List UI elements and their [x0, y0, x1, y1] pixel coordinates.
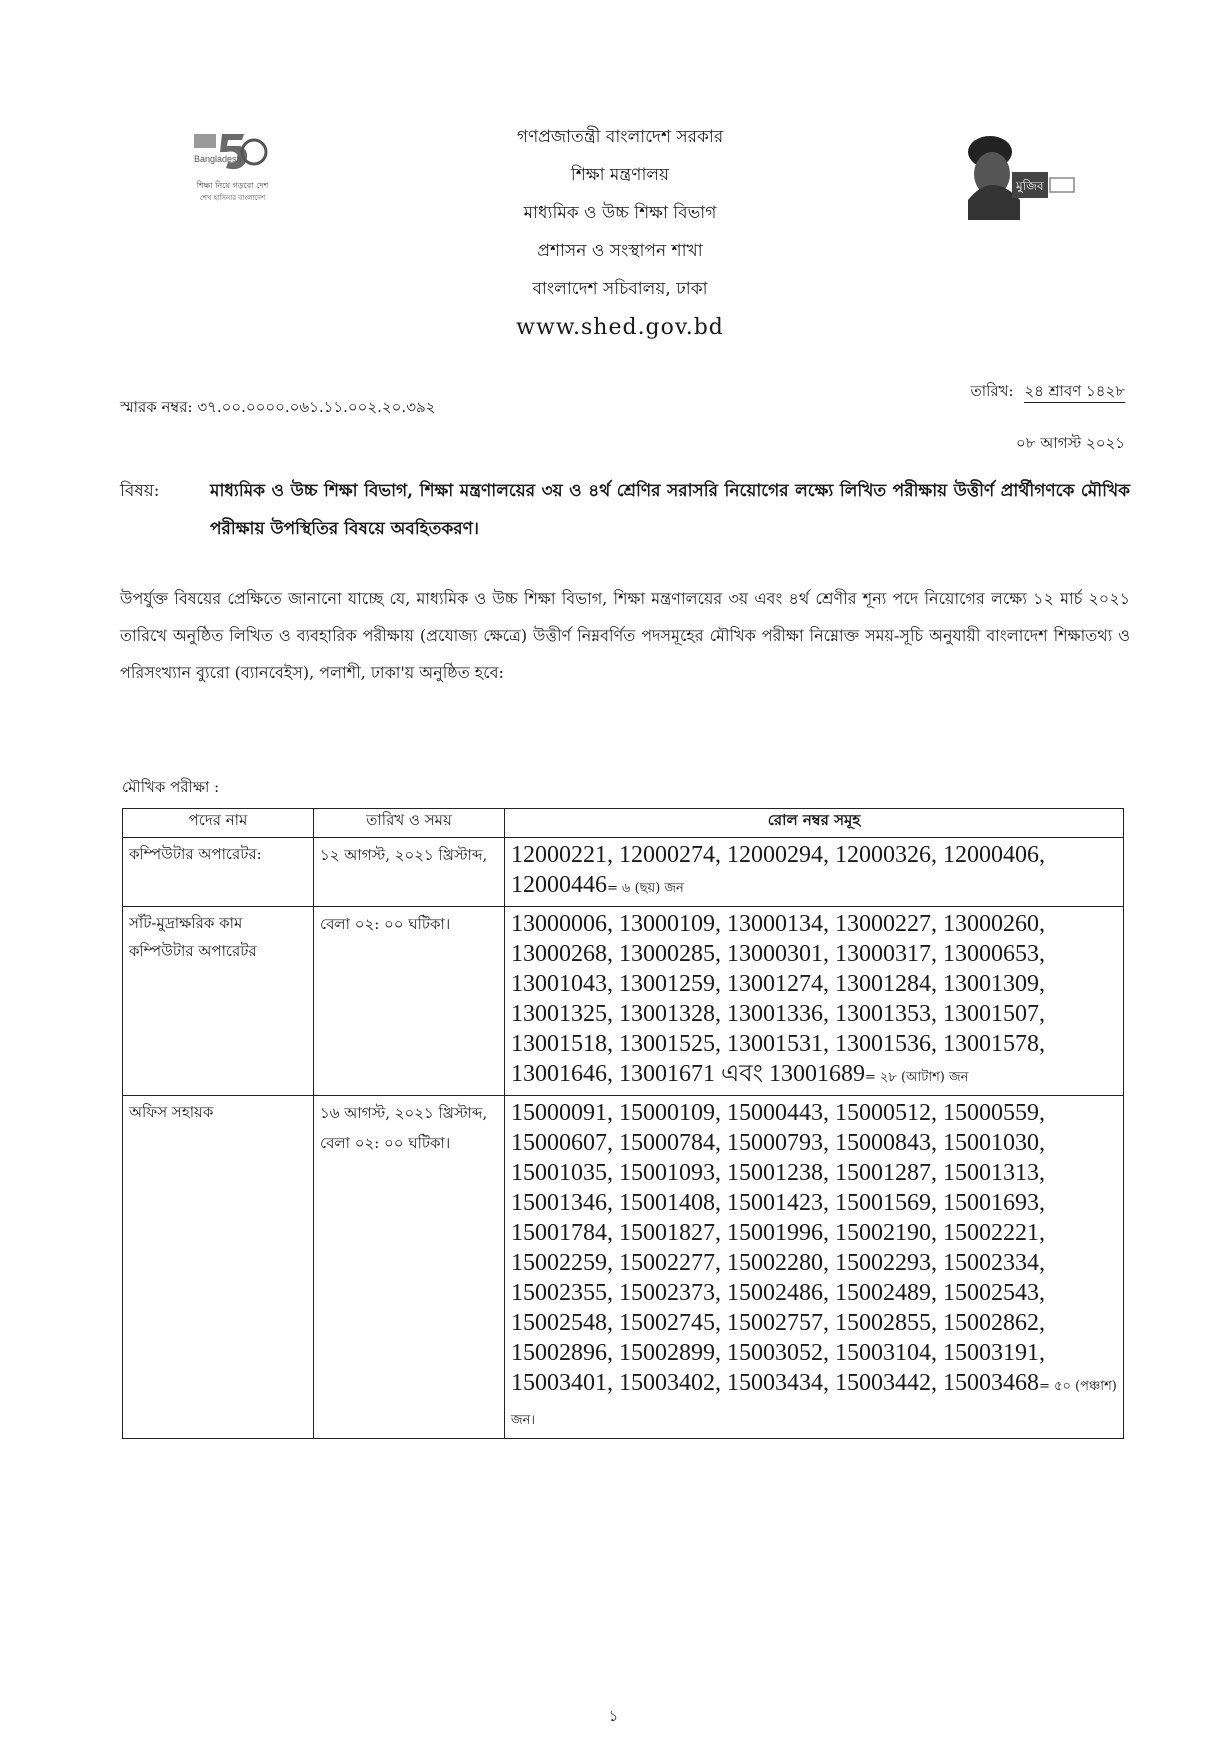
- roll-total: = ২৮ (আটাশ) জন: [864, 1070, 969, 1085]
- table-row: [123, 838, 1124, 907]
- organization-header: [420, 118, 820, 348]
- roll-list: 13000006, 13000109, 13000134, 13000227, 13000260, 13000268, 13000285, 13000301, 13000317, 13000653, 13001043, 13001259, 13001274, 13001284, 13001309, 13001325, 13001328, 13001336, 13001353, 13001507, 13001518, 13001525, 13001531, 13001536, 13001578, 13001646, 13001671 এবং 13001689: [511, 911, 1045, 1087]
- govt-logo-left: [180, 128, 285, 208]
- org-line-division: মাধ্যমিক ও উচ্চ শিক্ষা বিভাগ: [523, 203, 717, 223]
- org-line-address: বাংলাদেশ সচিবালয়, ঢাকা: [532, 279, 708, 299]
- post-name: কম্পিউটার অপারেটর:: [123, 838, 314, 907]
- roll-list: 12000221, 12000274, 12000294, 12000326, 12000406, 12000446: [511, 842, 1045, 898]
- roll-total: = ৬ (ছয়) জন: [607, 881, 684, 896]
- org-line-govt: গণপ্রজাতন্ত্রী বাংলাদেশ সরকার: [516, 127, 724, 147]
- post-name: সাঁট-মুদ্রাক্ষরিক কাম কম্পিউটার অপারেটর: [123, 907, 314, 1096]
- logo-caption-2: শেখ হাসিনার বাংলাদেশ: [199, 194, 266, 202]
- logo-caption-1: শিক্ষা নিয়ে গড়বো দেশ: [196, 181, 269, 190]
- date-english: ০৮ আগস্ট ২০২১: [1016, 434, 1125, 452]
- post-name: অফিস সহায়ক: [123, 1096, 314, 1439]
- org-website: www.shed.gov.bd: [516, 315, 724, 340]
- svg-text:মুজিব: মুজিব: [1016, 179, 1044, 193]
- org-line-branch: প্রশাসন ও সংস্থাপন শাখা: [537, 241, 703, 261]
- page-number: ১: [608, 1707, 619, 1725]
- org-line-ministry: শিক্ষা মন্ত্রণালয়: [570, 165, 670, 185]
- exam-date-time: ১৬ আগস্ট, ২০২১ খ্রিস্টাব্দ, বেলা ০২: ০০ ঘটিকা।: [314, 1096, 505, 1439]
- mujib-year-logo-icon: [950, 130, 1080, 220]
- table-header-row: [123, 809, 1124, 838]
- header-post: পদের নাম: [123, 809, 314, 838]
- table-row: [123, 1096, 1124, 1439]
- viva-label: মৌখিক পরীক্ষা :: [122, 778, 220, 796]
- roll-numbers: [505, 1096, 1124, 1439]
- viva-schedule-table: [122, 808, 1124, 1439]
- roll-numbers: [505, 838, 1124, 907]
- header-roll-numbers: রোল নম্বর সমূহ: [505, 809, 1124, 838]
- memo-number: স্মারক নম্বর: ৩৭.০০.০০০০.০৬১.১১.০০২.২০.৩৯২: [120, 398, 436, 416]
- date-bangla: ২৪ শ্রাবণ ১৪২৮: [1024, 382, 1125, 403]
- header-date-time: তারিখ ও সময়: [314, 809, 505, 838]
- date-label: তারিখ:: [970, 382, 1014, 400]
- body-paragraph: উপর্যুক্ত বিষয়ের প্রেক্ষিতে জানানো যাচ্ছে যে, মাধ্যমিক ও উচ্চ শিক্ষা বিভাগ, শিক্ষা মন্ত্রণালয়ের ৩য় এবং ৪র্থ শ্রেণীর শূন্য পদে নিয়োগের লক্ষ্যে ১২ মার্চ ২০২১ তারিখে অনুষ্ঠিত লিখিত ও ব্যবহারিক পরীক্ষায় (প্রযোজ্য ক্ষেত্রে) উত্তীর্ণ নিম্নবর্ণিত পদসমূহের মৌখিক পরীক্ষা নিম্নোক্ত সময়-সূচি অনুযায়ী বাংলাদেশ শিক্ষাতথ্য ও পরিসংখ্যান ব্যুরো (ব্যানবেইস), পলাশী, ঢাকা'য় অনুষ্ঠিত হবে:: [120, 589, 1130, 682]
- roll-list: 15000091, 15000109, 15000443, 15000512, 15000559, 15000607, 15000784, 15000793, 15000843, 15001030, 15001035, 15001093, 15001238, 15001287, 15001313, 15001346, 15001408, 15001423, 15001569, 15001693, 15001784, 15001827, 15001996, 15002190, 15002221, 15002259, 15002277, 15002280, 15002293, 15002334, 15002355, 15002373, 15002486, 15002489, 15002543, 15002548, 15002745, 15002757, 15002855, 15002862, 15002896, 15002899, 15003052, 15003104, 15003191, 15003401, 15003402, 15003434, 15003442, 15003468: [511, 1100, 1045, 1396]
- roll-total: = ৫০ (পঞ্চাশ) জন।: [511, 1379, 1117, 1428]
- roll-numbers: [505, 907, 1124, 1096]
- subject-text: মাধ্যমিক ও উচ্চ শিক্ষা বিভাগ, শিক্ষা মন্ত্রণালয়ের ৩য় ও ৪র্থ শ্রেণির সরাসরি নিয়োগের লক্ষ্যে লিখিত পরীক্ষায় উত্তীর্ণ প্রার্থীগণকে মৌখিক পরীক্ষায় উপস্থিতির বিষয়ে অবহিতকরণ।: [210, 481, 1130, 539]
- exam-date-time: ১২ আগস্ট, ২০২১ খ্রিস্টাব্দ,: [314, 838, 505, 907]
- subject-label: বিষয়:: [120, 481, 160, 501]
- bangladesh-logo-icon: [192, 128, 270, 178]
- svg-text:Bangladesh: Bangladesh: [194, 154, 242, 164]
- table-row: [123, 907, 1124, 1096]
- exam-date-time: বেলা ০২: ০০ ঘটিকা।: [314, 907, 505, 1096]
